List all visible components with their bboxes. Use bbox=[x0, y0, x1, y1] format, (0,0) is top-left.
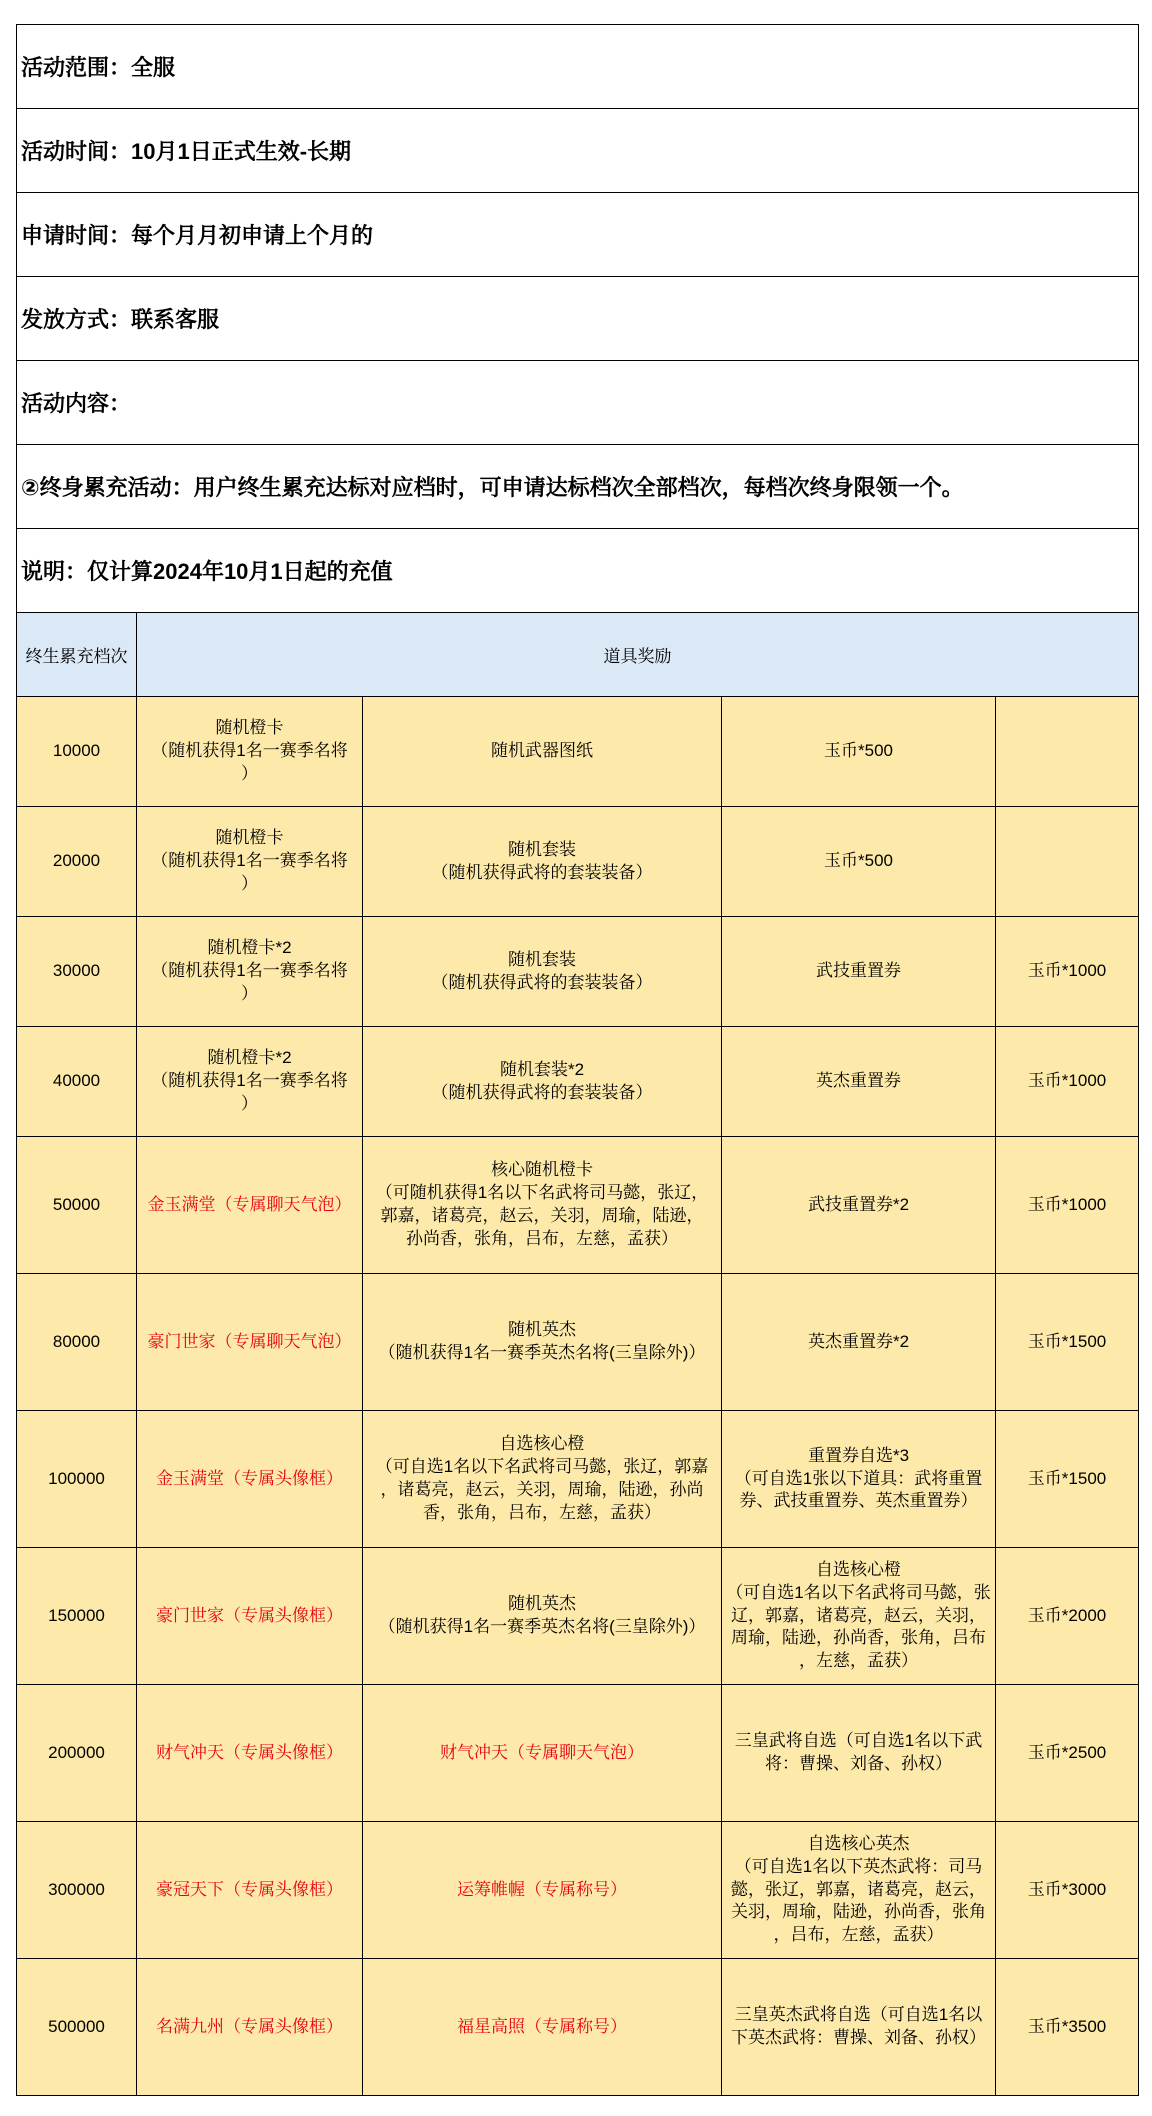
info-row-scope bbox=[17, 25, 1139, 109]
header-tier: 终生累充档次 bbox=[17, 613, 137, 697]
reward-cell-3: 三皇英杰武将自选（可自选1名以 下英杰武将：曹操、刘备、孙权） bbox=[722, 1959, 996, 2096]
reward-cell-3: 玉币*500 bbox=[722, 807, 996, 917]
reward-cell-1: 豪门世家（专属头像框） bbox=[137, 1548, 363, 1685]
table-header bbox=[17, 613, 1139, 697]
reward-cell-3: 玉币*500 bbox=[722, 697, 996, 807]
reward-cell-4: 玉币*1000 bbox=[996, 917, 1139, 1027]
header-reward: 道具奖励 bbox=[137, 613, 1139, 697]
reward-cell-4: 玉币*1500 bbox=[996, 1274, 1139, 1411]
reward-cell-2: 随机套装 （随机获得武将的套装装备） bbox=[363, 807, 722, 917]
tier-cell: 30000 bbox=[17, 917, 137, 1027]
reward-cell-1: 随机橙卡*2 （随机获得1名一赛季名将 ） bbox=[137, 1027, 363, 1137]
reward-cell-2: 随机英杰 （随机获得1名一赛季英杰名将(三皇除外)） bbox=[363, 1548, 722, 1685]
reward-cell-1: 随机橙卡*2 （随机获得1名一赛季名将 ） bbox=[137, 917, 363, 1027]
info-row-apply bbox=[17, 193, 1139, 277]
reward-cell-4: 玉币*2500 bbox=[996, 1685, 1139, 1822]
reward-cell-2: 随机套装 （随机获得武将的套装装备） bbox=[363, 917, 722, 1027]
reward-cell-3: 英杰重置券 bbox=[722, 1027, 996, 1137]
table-row bbox=[17, 1548, 1139, 1685]
reward-cell-4 bbox=[996, 697, 1139, 807]
tier-cell: 150000 bbox=[17, 1548, 137, 1685]
info-row-note bbox=[17, 529, 1139, 613]
reward-cell-4: 玉币*1500 bbox=[996, 1411, 1139, 1548]
tier-cell: 20000 bbox=[17, 807, 137, 917]
reward-cell-1: 金玉满堂（专属头像框） bbox=[137, 1411, 363, 1548]
info-row-activity bbox=[17, 445, 1139, 529]
reward-cell-3: 英杰重置券*2 bbox=[722, 1274, 996, 1411]
reward-cell-4: 玉币*3000 bbox=[996, 1822, 1139, 1959]
reward-cell-3: 三皇武将自选（可自选1名以下武 将：曹操、刘备、孙权） bbox=[722, 1685, 996, 1822]
reward-cell-1: 随机橙卡 （随机获得1名一赛季名将 ） bbox=[137, 807, 363, 917]
reward-cell-3: 武技重置券*2 bbox=[722, 1137, 996, 1274]
reward-cell-3: 武技重置券 bbox=[722, 917, 996, 1027]
info-activity: ②终身累充活动：用户终生累充达标对应档时，可申请达标档次全部档次，每档次终身限领一个。 bbox=[17, 445, 1139, 529]
tier-cell: 300000 bbox=[17, 1822, 137, 1959]
reward-cell-1: 豪冠天下（专属头像框） bbox=[137, 1822, 363, 1959]
reward-cell-1: 金玉满堂（专属聊天气泡） bbox=[137, 1137, 363, 1274]
table-row bbox=[17, 1685, 1139, 1822]
info-apply: 申请时间：每个月月初申请上个月的 bbox=[17, 193, 1139, 277]
table-row bbox=[17, 917, 1139, 1027]
table-row bbox=[17, 807, 1139, 917]
reward-cell-2: 随机英杰 （随机获得1名一赛季英杰名将(三皇除外)） bbox=[363, 1274, 722, 1411]
info-time: 活动时间：10月1日正式生效-长期 bbox=[17, 109, 1139, 193]
reward-cell-1: 财气冲天（专属头像框） bbox=[137, 1685, 363, 1822]
tier-cell: 80000 bbox=[17, 1274, 137, 1411]
reward-sheet bbox=[16, 24, 1139, 2096]
reward-cell-3: 自选核心橙 （可自选1名以下名武将司马懿，张 辽，郭嘉，诸葛亮，赵云，关羽， 周瑜，陆逊，孙尚香，张角，吕布 ，左慈，孟获） bbox=[722, 1548, 996, 1685]
table-row bbox=[17, 697, 1139, 807]
reward-cell-2: 自选核心橙 （可自选1名以下名武将司马懿，张辽，郭嘉 ，诸葛亮，赵云，关羽，周瑜，陆逊，孙尚 香，张角，吕布，左慈，孟获） bbox=[363, 1411, 722, 1548]
table-row bbox=[17, 1959, 1139, 2096]
reward-cell-4 bbox=[996, 807, 1139, 917]
tier-cell: 100000 bbox=[17, 1411, 137, 1548]
reward-cell-2: 运筹帷幄（专属称号） bbox=[363, 1822, 722, 1959]
reward-cell-3: 自选核心英杰 （可自选1名以下英杰武将：司马 懿，张辽，郭嘉，诸葛亮，赵云， 关羽，周瑜，陆逊，孙尚香，张角 ，吕布，左慈，孟获） bbox=[722, 1822, 996, 1959]
reward-cell-4: 玉币*1000 bbox=[996, 1137, 1139, 1274]
tier-cell: 200000 bbox=[17, 1685, 137, 1822]
reward-cell-4: 玉币*3500 bbox=[996, 1959, 1139, 2096]
reward-cell-2: 财气冲天（专属聊天气泡） bbox=[363, 1685, 722, 1822]
reward-cell-3: 重置券自选*3 （可自选1张以下道具：武将重置 券、武技重置券、英杰重置券） bbox=[722, 1411, 996, 1548]
table-row bbox=[17, 1822, 1139, 1959]
reward-cell-4: 玉币*2000 bbox=[996, 1548, 1139, 1685]
info-row-distribution bbox=[17, 277, 1139, 361]
info-scope: 活动范围：全服 bbox=[17, 25, 1139, 109]
table-row bbox=[17, 1411, 1139, 1548]
reward-cell-2: 随机武器图纸 bbox=[363, 697, 722, 807]
tier-cell: 50000 bbox=[17, 1137, 137, 1274]
tier-cell: 10000 bbox=[17, 697, 137, 807]
reward-cell-2: 随机套装*2 （随机获得武将的套装装备） bbox=[363, 1027, 722, 1137]
table-row bbox=[17, 1274, 1139, 1411]
info-content: 活动内容： bbox=[17, 361, 1139, 445]
reward-cell-1: 随机橙卡 （随机获得1名一赛季名将 ） bbox=[137, 697, 363, 807]
tier-cell: 500000 bbox=[17, 1959, 137, 2096]
reward-cell-1: 名满九州（专属头像框） bbox=[137, 1959, 363, 2096]
reward-cell-1: 豪门世家（专属聊天气泡） bbox=[137, 1274, 363, 1411]
table-row bbox=[17, 1137, 1139, 1274]
reward-cell-4: 玉币*1000 bbox=[996, 1027, 1139, 1137]
info-note: 说明：仅计算2024年10月1日起的充值 bbox=[17, 529, 1139, 613]
reward-cell-2: 福星高照（专属称号） bbox=[363, 1959, 722, 2096]
info-row-content bbox=[17, 361, 1139, 445]
reward-cell-2: 核心随机橙卡 （可随机获得1名以下名武将司马懿，张辽， 郭嘉，诸葛亮，赵云，关羽，周瑜，陆逊， 孙尚香，张角，吕布，左慈，孟获） bbox=[363, 1137, 722, 1274]
info-distribution: 发放方式：联系客服 bbox=[17, 277, 1139, 361]
info-row-time bbox=[17, 109, 1139, 193]
table-row bbox=[17, 1027, 1139, 1137]
tier-cell: 40000 bbox=[17, 1027, 137, 1137]
